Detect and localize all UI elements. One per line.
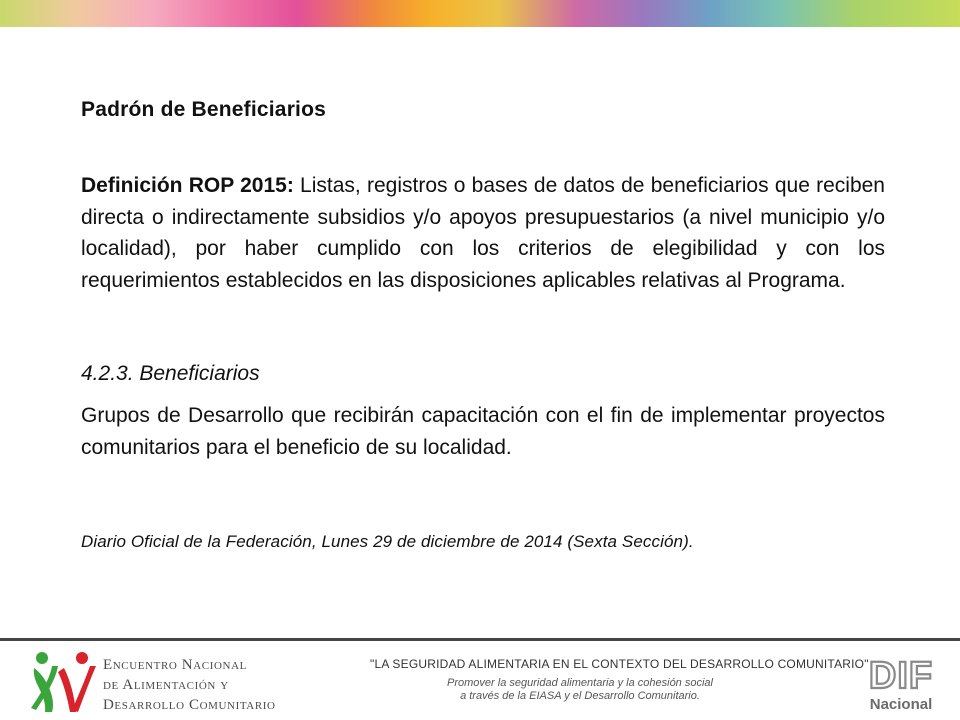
top-decorative-bar [0, 0, 960, 27]
slide-title: Padrón de Beneficiarios [81, 98, 327, 121]
xv-logo-text: XV [65, 690, 67, 691]
footer-slogan [370, 657, 869, 703]
dif-nacional-logo [862, 652, 940, 714]
slogan-main: "LA SEGURIDAD ALIMENTARIA EN EL CONTEXTO DEL DESARROLLO COMUNITARIO" [370, 657, 869, 671]
definition-paragraph [81, 170, 885, 296]
section-subheading: 4.2.3. Beneficiarios [81, 362, 260, 385]
event-name-line-2: de Alimentación y [103, 677, 229, 693]
xv-encuentro-logo [30, 650, 100, 714]
dif-logo-caption: Nacional [869, 696, 933, 713]
definition-label: Definición ROP 2015: [81, 174, 294, 197]
event-name-line-3: Desarrollo Comunitario [103, 697, 276, 713]
event-name-line-1: Encuentro Nacional [103, 657, 247, 673]
event-name [103, 655, 276, 715]
beneficiarios-paragraph: Grupos de Desarrollo que recibirán capacitación con el fin de implementar proyectos comunitarios para el beneficio de su localidad. [81, 404, 885, 459]
slogan-sub-line-1: Promover la seguridad alimentaria y la cohesión social [447, 677, 713, 689]
definition-text: Listas, registros o bases de datos de beneficiarios que reciben directa o indirectamente subsidios y/o apoyos presupuestarios (a nivel municipio y/o localidad), por haber cumplido con los criterios de elegibilidad y con los requerimientos establecidos en las disposiciones aplicables relativas al Programa. [81, 174, 885, 292]
dif-logo-text: DIF [868, 655, 934, 697]
source-citation: Diario Oficial de la Federación, Lunes 29 de diciembre de 2014 (Sexta Sección). [81, 532, 694, 551]
slogan-sub-line-2: a través de la EIASA y el Desarrollo Comunitario. [460, 690, 700, 702]
